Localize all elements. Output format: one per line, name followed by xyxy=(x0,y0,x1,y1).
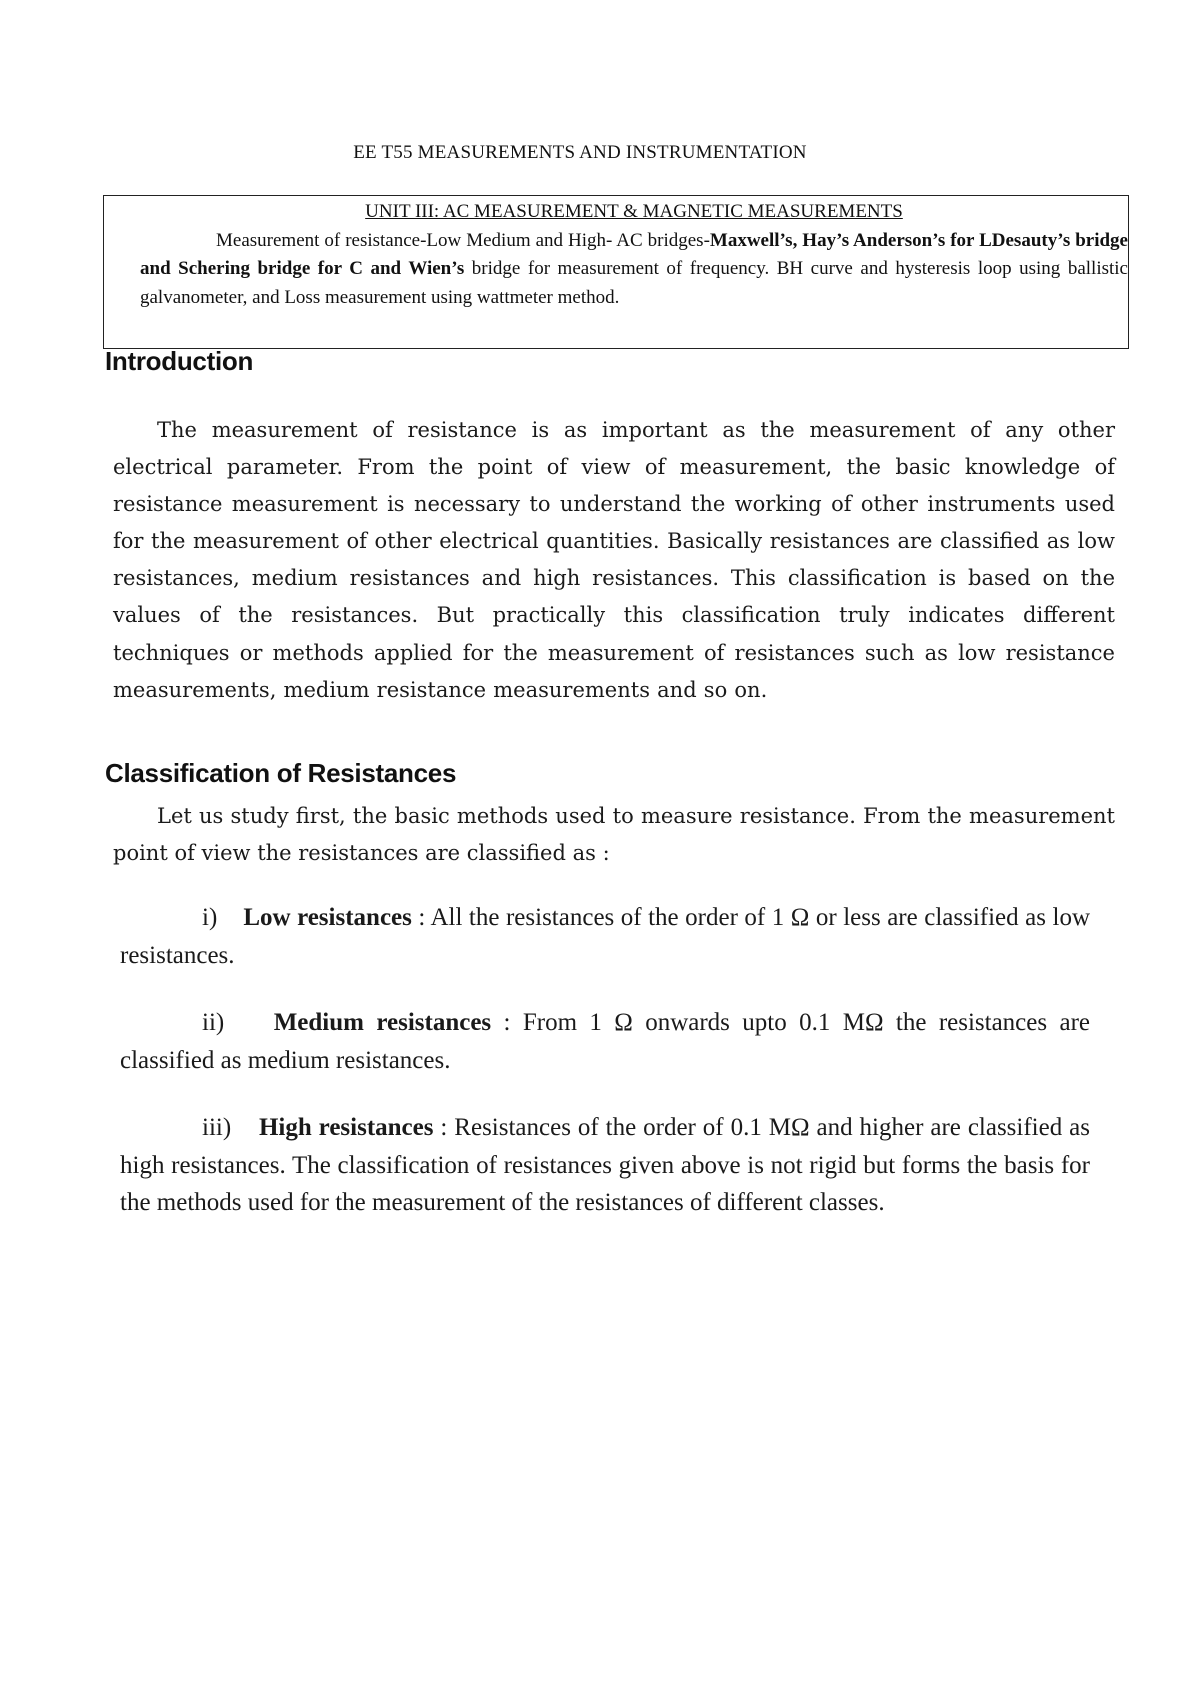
syllabus-text-part1: Measurement of resistance-Low Medium and High- AC bridges- xyxy=(216,229,710,251)
list-item-description: Resistances of the order of 0.1 MΩ and higher are classified as high resistances. The classification of resistances given above is not rigid but forms the basis for the methods used for the measurement of the resistances of different classes. xyxy=(120,1114,1090,1216)
list-item-description: From 1 Ω onwards upto 0.1 MΩ the resistances are classified as medium resistances. xyxy=(120,1009,1090,1074)
syllabus-text-part2: bridge for measurement of frequency. BH curve and hysteresis loop using ballistic galvanometer, and Loss measurement using wattmeter method. xyxy=(140,258,1128,308)
list-item-medium-resistances: ii) Medium resistances : From 1 Ω onwards upto 0.1 MΩ the resistances are classified as medium resistances. xyxy=(120,1004,1090,1079)
introduction-heading: Introduction xyxy=(105,346,254,376)
list-item-term: Medium resistances xyxy=(273,1009,492,1036)
list-item-high-resistances: iii) High resistances : Resistances of the order of 0.1 MΩ and higher are classified as high resistances. The classification of resistances given above is not rigid but forms the basis for the methods used for the measurement of the resistances of different classes. xyxy=(120,1109,1090,1222)
syllabus-text-bold: Maxwell’s, Hay’s Anderson’s for LDesauty’s bridge and Schering bridge for C and Wien’s xyxy=(140,229,1128,279)
list-item-number: ii) xyxy=(202,1009,225,1036)
classification-paragraph: Let us study first, the basic methods used to measure resistance. From the measurement point of view the resistances are classified as : xyxy=(113,804,1115,865)
list-item-term: Low resistances xyxy=(243,904,412,931)
classification-heading: Classification of Resistances xyxy=(105,758,457,788)
unit-title: UNIT III: AC MEASUREMENT & MAGNETIC MEASUREMENTS xyxy=(365,201,903,222)
introduction-paragraph: The measurement of resistance is as important as the measurement of any other electrical parameter. From the point of view of measurement, the basic knowledge of resistance measurement is necessary to understand the working of other instruments used for the measurement of other electrical quantities. Basically resistances are classified as low resistances, medium resistances and high resistances. This classification is based on the values of the resistances. But practically this classification truly indicates different techniques or methods applied for the measurement of resistances such as low resistance measurements, medium resistance measurements and so on. xyxy=(113,418,1115,702)
list-item-low-resistances: i) Low resistances : All the resistances of the order of 1 Ω or less are classified as low resistances. xyxy=(120,899,1090,974)
syllabus-box xyxy=(103,195,1129,349)
list-item-term: High resistances xyxy=(258,1114,434,1141)
list-item-number: i) xyxy=(202,904,218,931)
syllabus-text xyxy=(140,227,1128,313)
list-item-number: iii) xyxy=(202,1114,232,1141)
list-item-description: All the resistances of the order of 1 Ω or less are classified as low resistances. xyxy=(120,904,1090,969)
course-title: EE T55 MEASUREMENTS AND INSTRUMENTATION xyxy=(353,142,807,163)
